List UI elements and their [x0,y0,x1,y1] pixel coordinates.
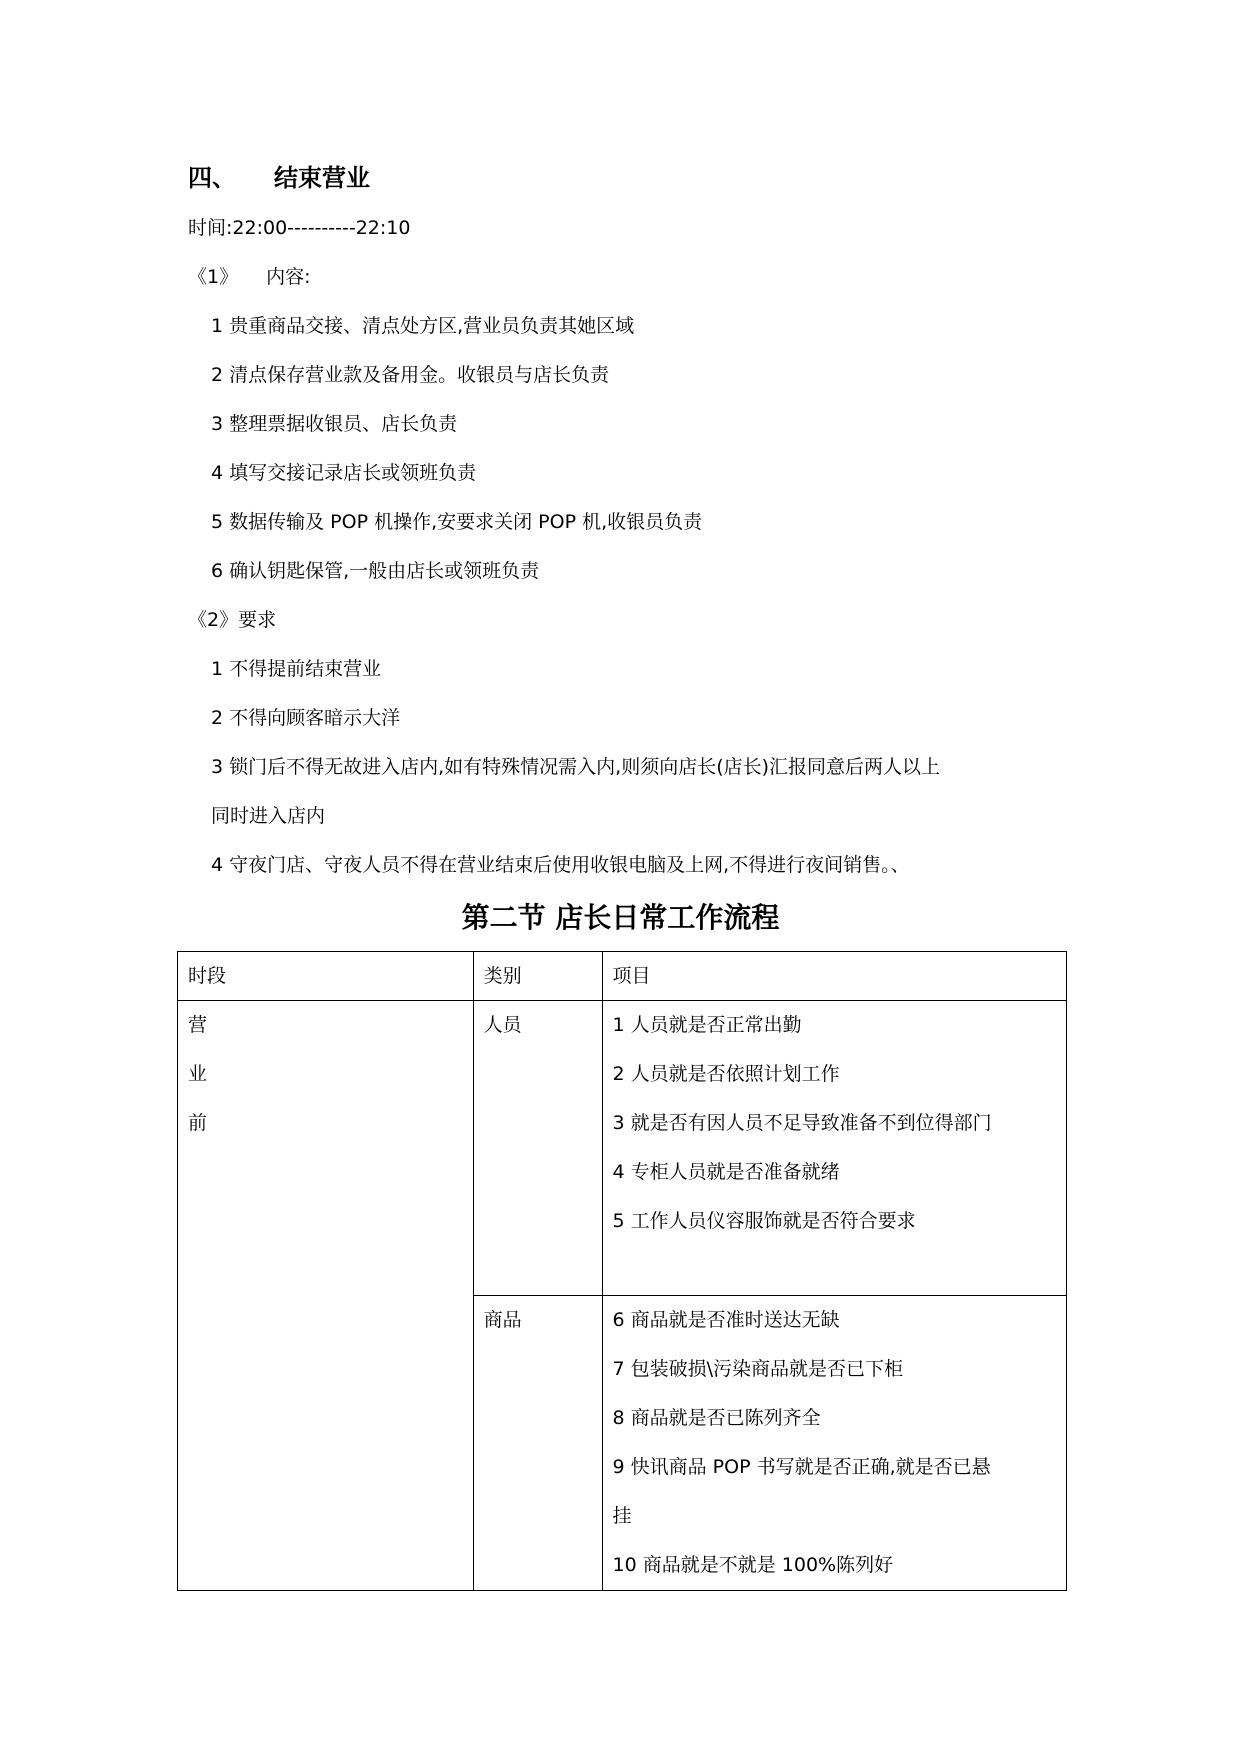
content-title: 内容: [266,266,311,288]
workflow-table [177,951,1067,1591]
category-cell [473,1001,602,1296]
content-item: 1 贵重商品交接、清点处方区,营业员负责其她区域 [211,315,635,337]
items-cell [602,1001,1066,1296]
period-cell [178,1001,474,1591]
table-header-row [178,952,1067,1001]
content-label: 《1》 [188,266,239,288]
content-item: 6 确认钥匙保管,一般由店长或领班负责 [211,560,540,582]
table-section-title: 第二节 店长日常工作流程 [461,901,780,934]
check-item: 挂 [612,1505,632,1527]
requirement-item: 同时进入店内 [211,805,326,827]
section-number: 四、 [188,164,236,192]
check-item: 7 包装破损\污染商品就是否已下柜 [612,1358,904,1380]
check-item: 3 就是否有因人员不足导致准备不到位得部门 [612,1112,992,1134]
requirement-item: 4 守夜门店、守夜人员不得在营业结束后使用收银电脑及上网,不得进行夜间销售。、 [211,854,910,876]
time-range: 时间:22:00----------22:10 [188,217,411,239]
content-item: 2 清点保存营业款及备用金。收银员与店长负责 [211,364,610,386]
requirements-heading: 《2》要求 [188,609,277,631]
check-item [613,1246,1056,1295]
period-char: 业 [188,1063,208,1085]
header-items: 项目 [602,952,1066,1001]
header-period: 时段 [178,952,474,1001]
requirement-item: 3 锁门后不得无故进入店内,如有特殊情况需入内,则须向店长(店长)汇报同意后两人以上 [211,756,941,778]
check-item: 8 商品就是否已陈列齐全 [612,1407,821,1429]
check-item: 9 快讯商品 POP 书写就是否正确,就是否已悬 [612,1456,991,1478]
category-cell [473,1296,602,1591]
period-char: 营 [188,1014,208,1036]
table-row [178,1001,1067,1296]
content-item: 4 填写交接记录店长或领班负责 [211,462,477,484]
section-title: 结束营业 [274,164,370,192]
check-item: 6 商品就是否准时送达无缺 [612,1309,840,1331]
content-item: 5 数据传输及 POP 机操作,安要求关闭 POP 机,收银员负责 [211,511,703,533]
period-char: 前 [188,1112,208,1134]
check-item: 1 人员就是否正常出勤 [612,1014,802,1036]
content-item: 3 整理票据收银员、店长负责 [211,413,458,435]
requirement-item: 2 不得向顾客暗示大洋 [211,707,401,729]
content-heading [188,262,311,289]
check-item: 10 商品就是不就是 100%陈列好 [612,1554,894,1576]
items-cell [602,1296,1066,1591]
header-category: 类别 [473,952,602,1001]
requirement-item: 1 不得提前结束营业 [211,658,382,680]
check-item: 4 专柜人员就是否准备就绪 [612,1161,840,1183]
category-label: 商品 [483,1309,522,1331]
section-heading [188,158,370,193]
category-label: 人员 [483,1014,522,1036]
check-item: 5 工作人员仪容服饰就是否符合要求 [612,1210,916,1232]
check-item: 2 人员就是否依照计划工作 [612,1063,840,1085]
